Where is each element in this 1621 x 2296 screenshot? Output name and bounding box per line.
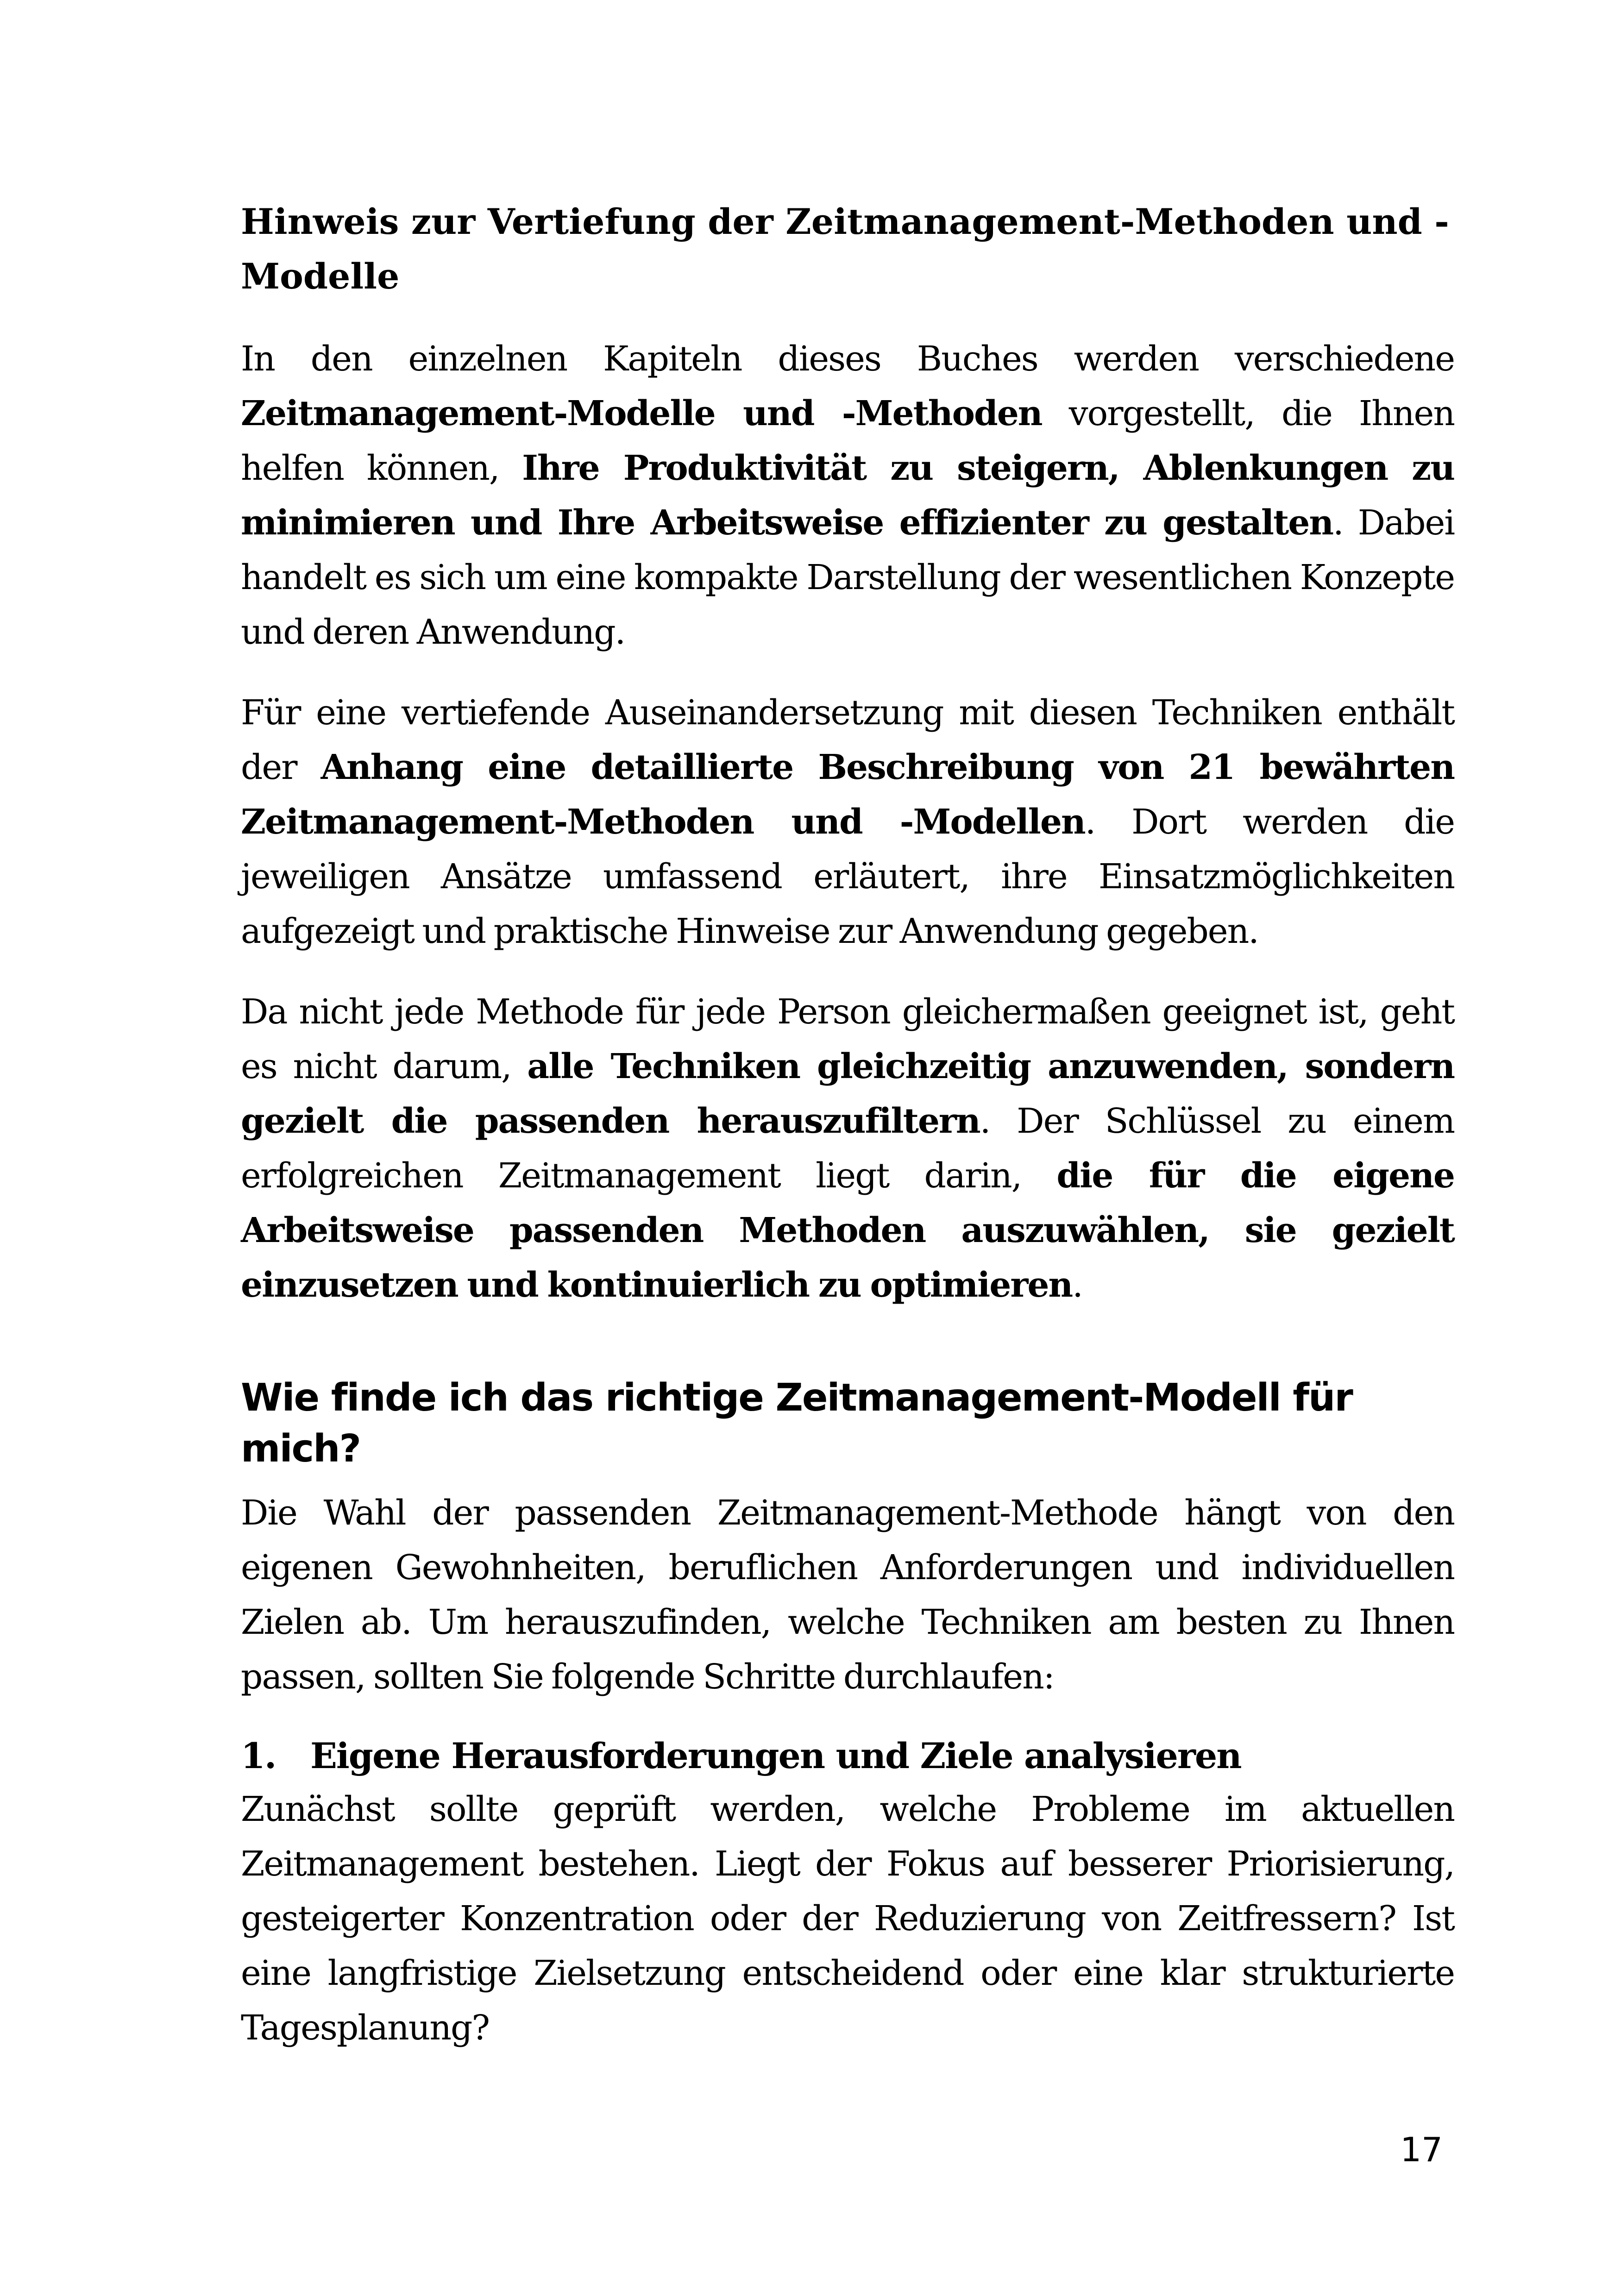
text: . Dort werden die jeweiligen Ansätze umfassend erläutert, ihre Einsatzmöglichkeiten aufgezeigt und praktische Hinweise zur Anwendung gegeben. xyxy=(241,802,1454,951)
section-heading: Wie finde ich das richtige Zeitmanagement-Modell für mich? xyxy=(241,1376,1352,1471)
step-number: 1. xyxy=(241,1735,276,1776)
bold-text: Zeitmanagement-Modelle und -Methoden xyxy=(241,394,1042,433)
section-intro: Die Wahl der passenden Zeitmanagement-Methode hängt von den eigenen Gewohnheiten, beruflichen Anforderungen und individuellen Zielen ab. Um herauszufinden, welche Techniken am besten zu Ihnen passen, sollten Sie folgende Schritte durchlaufen: xyxy=(241,1493,1454,1697)
bold-text: Ihre Produktivität zu steigern, Ablenkungen zu minimieren und Ihre Arbeitsweise effizienter zu gestalten xyxy=(241,448,1454,543)
book-page xyxy=(241,194,1454,2081)
notice-paragraph-3 xyxy=(241,985,1454,1312)
notice-paragraph-2 xyxy=(241,685,1454,959)
text: . Dabei handelt es sich um eine kompakte Darstellung der wesentlichen Konzepte und deren Anwendung. xyxy=(241,503,1454,652)
step-heading xyxy=(241,1730,1454,1782)
bold-text: die für die eigene Arbeitsweise passenden Methoden auszuwählen, sie gezielt einzusetzen und kontinuierlich zu optimieren xyxy=(241,1156,1454,1305)
text: . xyxy=(1072,1265,1082,1305)
text: In den einzelnen Kapiteln dieses Buches werden verschiedene xyxy=(241,339,1454,379)
text: . Der Schlüssel zu einem erfolgreichen Zeitmanagement liegt darin, xyxy=(241,1101,1454,1196)
step-title: Eigene Herausforderungen und Ziele analysieren xyxy=(310,1735,1241,1776)
step-body: Zunächst sollte geprüft werden, welche Probleme im aktuellen Zeitmanagement bestehen. Liegt der Fokus auf besserer Priorisierung, gesteigerter Konzentration oder der Reduzierung von Zeitfressern? Ist eine langfristige Zielsetzung entscheidend oder eine klar strukturierte Tagesplanung? xyxy=(241,1789,1454,2048)
text: Da nicht jede Methode für jede Person gleichermaßen geeignet ist, geht es nicht darum, xyxy=(241,992,1454,1086)
notice-paragraph-1 xyxy=(241,332,1454,659)
notice-title: Hinweis zur Vertiefung der Zeitmanagement-Methoden und -Modelle xyxy=(241,201,1449,297)
text: Für eine vertiefende Auseinandersetzung mit diesen Techniken enthält der xyxy=(241,693,1454,787)
bold-text: alle Techniken gleichzeitig anzuwenden, sondern gezielt die passenden herauszufiltern xyxy=(241,1047,1455,1141)
page-number: 17 xyxy=(1400,2130,1443,2169)
bold-text: Anhang eine detaillierte Beschreibung von 21 bewährten Zeitmanagement-Methoden und -Modellen xyxy=(241,747,1454,842)
text: vorgestellt, die Ihnen helfen können, xyxy=(241,394,1454,488)
